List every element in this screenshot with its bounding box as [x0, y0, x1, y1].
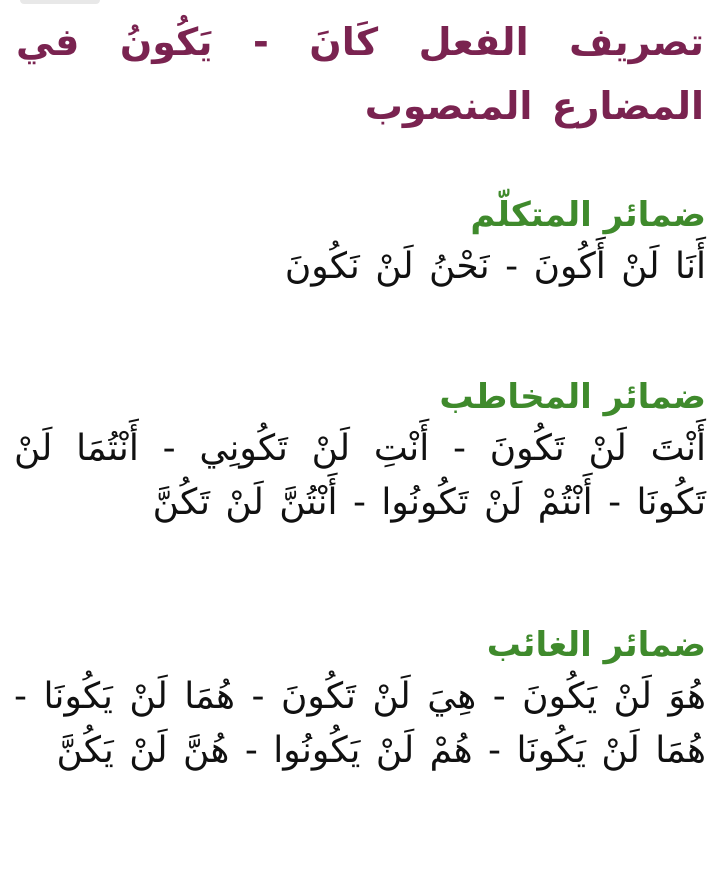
section-heading-absent: ضمائر الغائب	[486, 625, 706, 665]
section-heading-speaker: ضمائر المتكلّم	[470, 195, 706, 235]
section-body-absent: هُوَ لَنْ يَكُونَ - هِيَ لَنْ تَكُونَ - هُمَا لَنْ يَكُونَا - هُمَا لَنْ يَكُونَا - هُمْ لَنْ يَكُونُوا - هُنَّ لَنْ يَكُنَّ	[14, 676, 706, 771]
section-addressee-pronouns	[14, 372, 706, 530]
top-edge-divider	[20, 0, 100, 4]
section-heading-addressee: ضمائر المخاطب	[439, 377, 706, 417]
section-body-speaker: أَنَا لَنْ أَكُونَ - نَحْنُ لَنْ نَكُونَ	[284, 246, 706, 287]
section-speaker-pronouns	[14, 190, 706, 294]
section-absent-pronouns	[14, 620, 706, 778]
section-body-addressee: أَنْتَ لَنْ تَكُونَ - أَنْتِ لَنْ تَكُونِي - أَنْتُمَا لَنْ تَكُونَا - أَنْتُمْ لَنْ تَكُونُوا - أَنْتُنَّ لَنْ تَكُنَّ	[14, 428, 706, 523]
page-title: تصريف الفعل كَانَ - يَكُونُ في المضارع المنصوب	[16, 20, 704, 128]
